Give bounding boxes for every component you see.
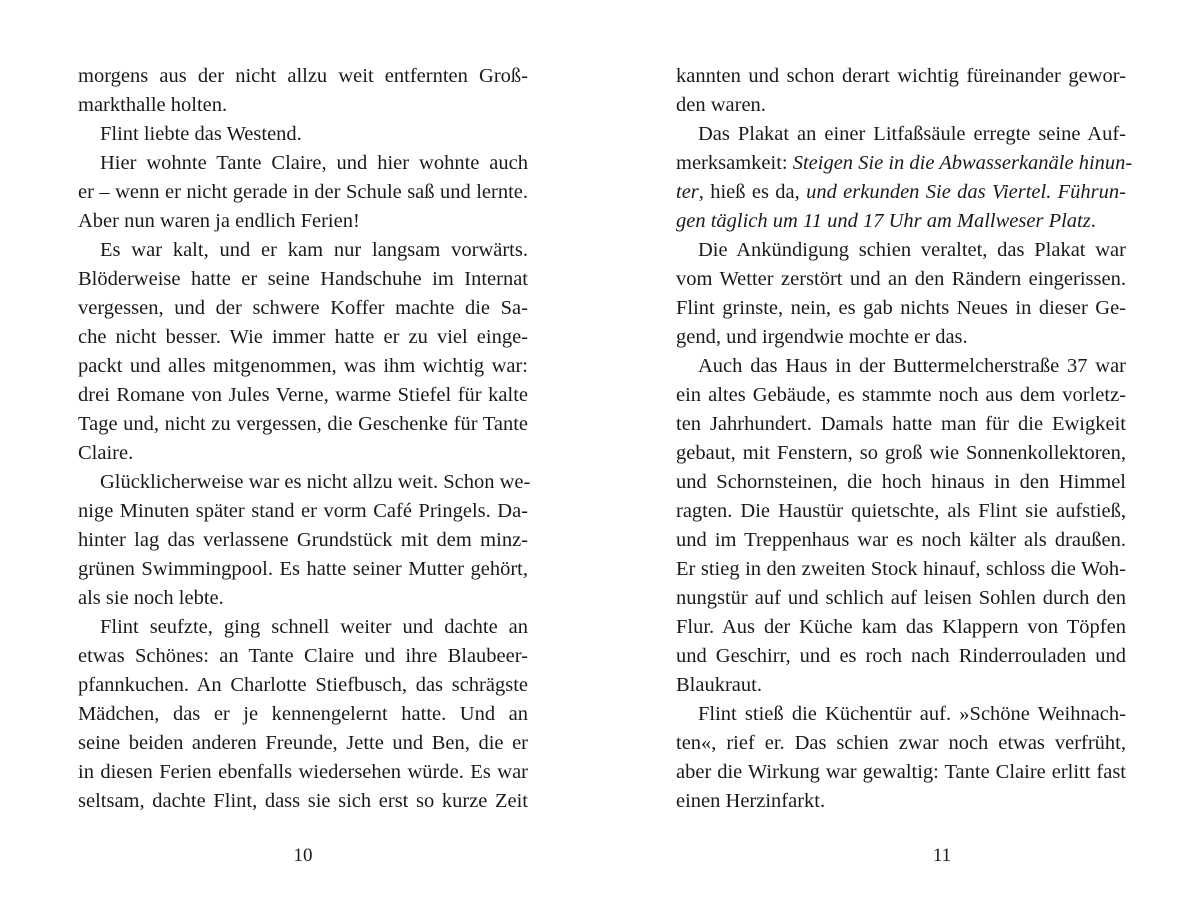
text-line: packt und alles mitgenommen, was ihm wichtig war: bbox=[78, 355, 528, 377]
text-line: grünen Swimmingpool. Es hatte seiner Mutter gehört, bbox=[78, 558, 528, 580]
text-line: drei Romane von Jules Verne, warme Stiefel für kalte bbox=[78, 384, 528, 406]
text-line: und Geschirr, und es roch nach Rinderrouladen und bbox=[676, 645, 1126, 667]
text-line: Auch das Haus in der Buttermelcherstraße 37 war bbox=[698, 355, 1126, 377]
text-line: Flur. Aus der Küche kam das Klappern von Töpfen bbox=[676, 616, 1126, 638]
text-line: kannten und schon derart wichtig füreinander gewor- bbox=[676, 65, 1126, 87]
text-line: hinter lag das verlassene Grundstück mit dem minz- bbox=[78, 529, 528, 551]
text-line: Flint seufzte, ging schnell weiter und dachte an bbox=[100, 616, 528, 638]
text-line: vergessen, und der schwere Koffer machte die Sa- bbox=[78, 297, 528, 319]
text-line: Tage und, nicht zu vergessen, die Geschenke für Tante bbox=[78, 413, 528, 435]
text-line: und Schornsteinen, die hoch hinaus in den Himmel bbox=[676, 471, 1126, 493]
text-run: , hieß es da, bbox=[698, 181, 807, 203]
text-line: Glücklicherweise war es nicht allzu weit. Schon we- bbox=[100, 471, 531, 493]
text-line: ein altes Gebäude, es stammte noch aus dem vorletz- bbox=[676, 384, 1126, 406]
text-line: Das Plakat an einer Litfaßsäule erregte seine Auf- bbox=[698, 123, 1126, 145]
text-line-mixed bbox=[676, 148, 1133, 178]
text-line: und im Treppenhaus war es noch kälter als draußen. bbox=[676, 529, 1126, 551]
text-line-mixed bbox=[676, 177, 1126, 207]
text-line: ten Jahrhundert. Damals hatte man für die Ewigkeit bbox=[676, 413, 1126, 435]
text-run-italic: Steigen Sie in die Abwasserkanäle hinun- bbox=[792, 152, 1133, 174]
text-line: aber die Wirkung war gewaltig: Tante Claire erlitt fast bbox=[676, 761, 1126, 783]
text-line: Blaukraut. bbox=[676, 674, 762, 696]
text-line: in diesen Ferien ebenfalls wiedersehen würde. Es war bbox=[78, 761, 528, 783]
text-line: Er stieg in den zweiten Stock hinauf, schloss die Woh- bbox=[676, 558, 1126, 580]
text-line: Mädchen, das er je kennengelernt hatte. Und an bbox=[78, 703, 528, 725]
text-line: Die Ankündigung schien veraltet, das Plakat war bbox=[698, 239, 1126, 261]
text-line: er – wenn er nicht gerade in der Schule saß und lernte. bbox=[78, 181, 528, 203]
page-number-right: 11 bbox=[932, 845, 952, 866]
text-line: seine beiden anderen Freunde, Jette und Ben, die er bbox=[78, 732, 528, 754]
text-line: Flint liebte das Westend. bbox=[100, 123, 302, 145]
right-page bbox=[676, 61, 1133, 861]
text-line: ten«, rief er. Das schien zwar noch etwas verfrüht, bbox=[676, 732, 1126, 754]
text-line: ragten. Die Haustür quietschte, als Flint sie aufstieß, bbox=[676, 500, 1126, 522]
text-line: etwas Schönes: an Tante Claire und ihre Blaubeer- bbox=[78, 645, 528, 667]
text-line: den waren. bbox=[676, 94, 766, 116]
text-run: merksamkeit: bbox=[676, 152, 793, 174]
left-page bbox=[78, 61, 531, 861]
text-line: Aber nun waren ja endlich Ferien! bbox=[78, 210, 360, 232]
text-line: Hier wohnte Tante Claire, und hier wohnte auch bbox=[100, 152, 528, 174]
text-run-italic: gen täglich um 11 und 17 Uhr am Mallweser Platz bbox=[676, 210, 1091, 232]
text-line: Flint stieß die Küchentür auf. »Schöne Weihnach- bbox=[698, 703, 1126, 725]
text-line: Es war kalt, und er kam nur langsam vorwärts. bbox=[100, 239, 528, 261]
page-number-left: 10 bbox=[293, 845, 313, 866]
text-line: seltsam, dachte Flint, dass sie sich erst so kurze Zeit bbox=[78, 790, 528, 812]
text-line: gebaut, mit Fenstern, so groß wie Sonnenkollektoren, bbox=[676, 442, 1126, 464]
text-run: . bbox=[1090, 210, 1096, 232]
text-run-italic: und erkunden Sie das Viertel. Führun- bbox=[806, 181, 1126, 203]
text-line-mixed bbox=[676, 206, 1096, 236]
text-line: pfannkuchen. An Charlotte Stiefbusch, das schrägste bbox=[78, 674, 528, 696]
text-line: gend, und irgendwie mochte er das. bbox=[676, 326, 968, 348]
text-line: Flint grinste, nein, es gab nichts Neues in dieser Ge- bbox=[676, 297, 1126, 319]
text-line: Claire. bbox=[78, 442, 134, 464]
text-line: markthalle holten. bbox=[78, 94, 228, 116]
text-line: vom Wetter zerstört und an den Rändern eingerissen. bbox=[676, 268, 1126, 290]
text-line: morgens aus der nicht allzu weit entfernten Groß- bbox=[78, 65, 528, 87]
text-line: che nicht besser. Wie immer hatte er zu viel einge- bbox=[78, 326, 528, 348]
text-run-italic: ter bbox=[676, 181, 699, 203]
text-line: als sie noch lebte. bbox=[78, 587, 224, 609]
text-line: nungstür auf und schlich auf leisen Sohlen durch den bbox=[676, 587, 1126, 609]
text-line: einen Herzinfarkt. bbox=[676, 790, 826, 812]
text-line: nige Minuten später stand er vorm Café Pringels. Da- bbox=[78, 500, 528, 522]
text-line: Blöderweise hatte er seine Handschuhe im Internat bbox=[78, 268, 528, 290]
